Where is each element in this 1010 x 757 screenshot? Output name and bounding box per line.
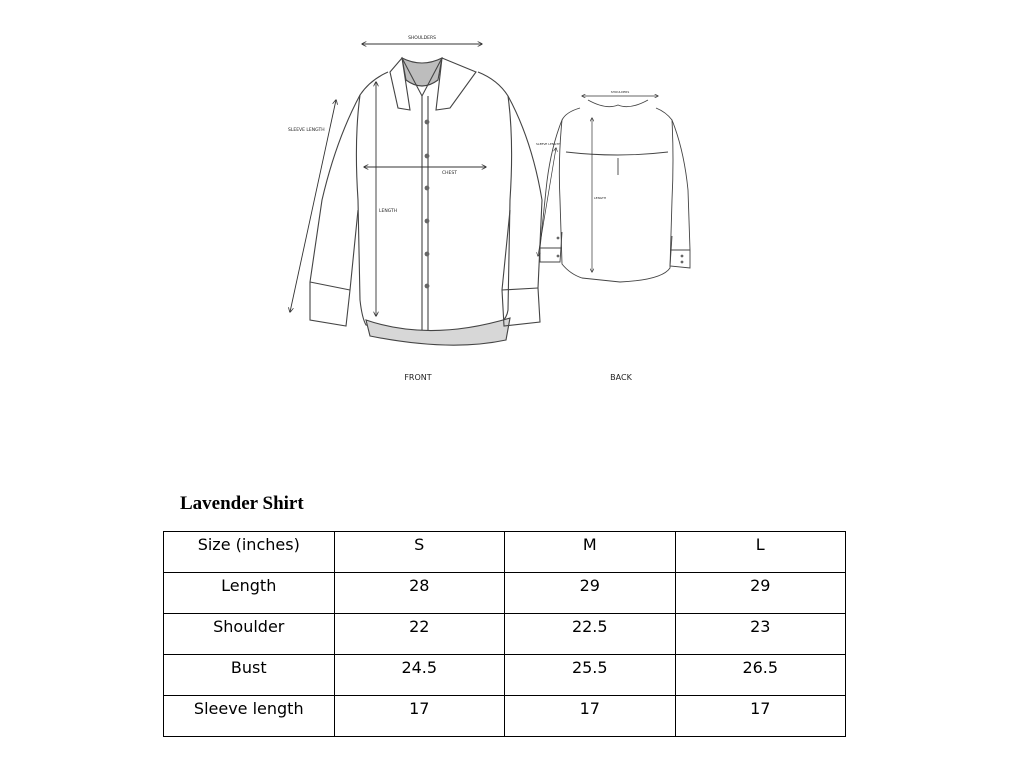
table-row	[164, 573, 846, 614]
header-cell: Size (inches)	[164, 532, 335, 573]
header-cell: L	[675, 532, 846, 573]
table-cell: 28	[334, 573, 505, 614]
table-cell: 24.5	[334, 655, 505, 696]
back-sleeve-length-label: SLEEVE LENGTH	[536, 142, 561, 146]
size-chart-table	[163, 531, 846, 737]
table-cell: 17	[334, 696, 505, 737]
front-shoulders-label: SHOULDERS	[408, 36, 436, 41]
header-cell: M	[505, 532, 676, 573]
back-shirt-drawing	[540, 100, 690, 282]
table-row	[164, 655, 846, 696]
front-view-label: FRONT	[404, 373, 432, 382]
shirt-technical-sketch	[270, 0, 730, 400]
back-shoulders-label: SHOULDERS	[610, 90, 630, 94]
table-cell: Sleeve length	[164, 696, 335, 737]
table-header-row	[164, 532, 846, 573]
table-title: Lavender Shirt	[180, 493, 304, 514]
front-sleeve-length-label: SLEEVE LENGTH	[288, 128, 325, 133]
table-row	[164, 614, 846, 655]
table-cell: 22.5	[505, 614, 676, 655]
table-cell: 29	[675, 573, 846, 614]
table-cell: 29	[505, 573, 676, 614]
header-cell: S	[334, 532, 505, 573]
table-cell: Bust	[164, 655, 335, 696]
table-cell: 23	[675, 614, 846, 655]
table-cell: 17	[505, 696, 676, 737]
back-length-label: LENGTH	[594, 196, 607, 200]
front-shirt-drawing	[310, 58, 542, 345]
front-chest-label: CHEST	[442, 171, 457, 176]
front-length-label: LENGTH	[379, 209, 398, 214]
table-cell: 25.5	[505, 655, 676, 696]
table-cell: Shoulder	[164, 614, 335, 655]
table-row	[164, 696, 846, 737]
table-cell: 22	[334, 614, 505, 655]
table-cell: Length	[164, 573, 335, 614]
back-view-label: BACK	[610, 373, 632, 382]
table-cell: 26.5	[675, 655, 846, 696]
table-cell: 17	[675, 696, 846, 737]
